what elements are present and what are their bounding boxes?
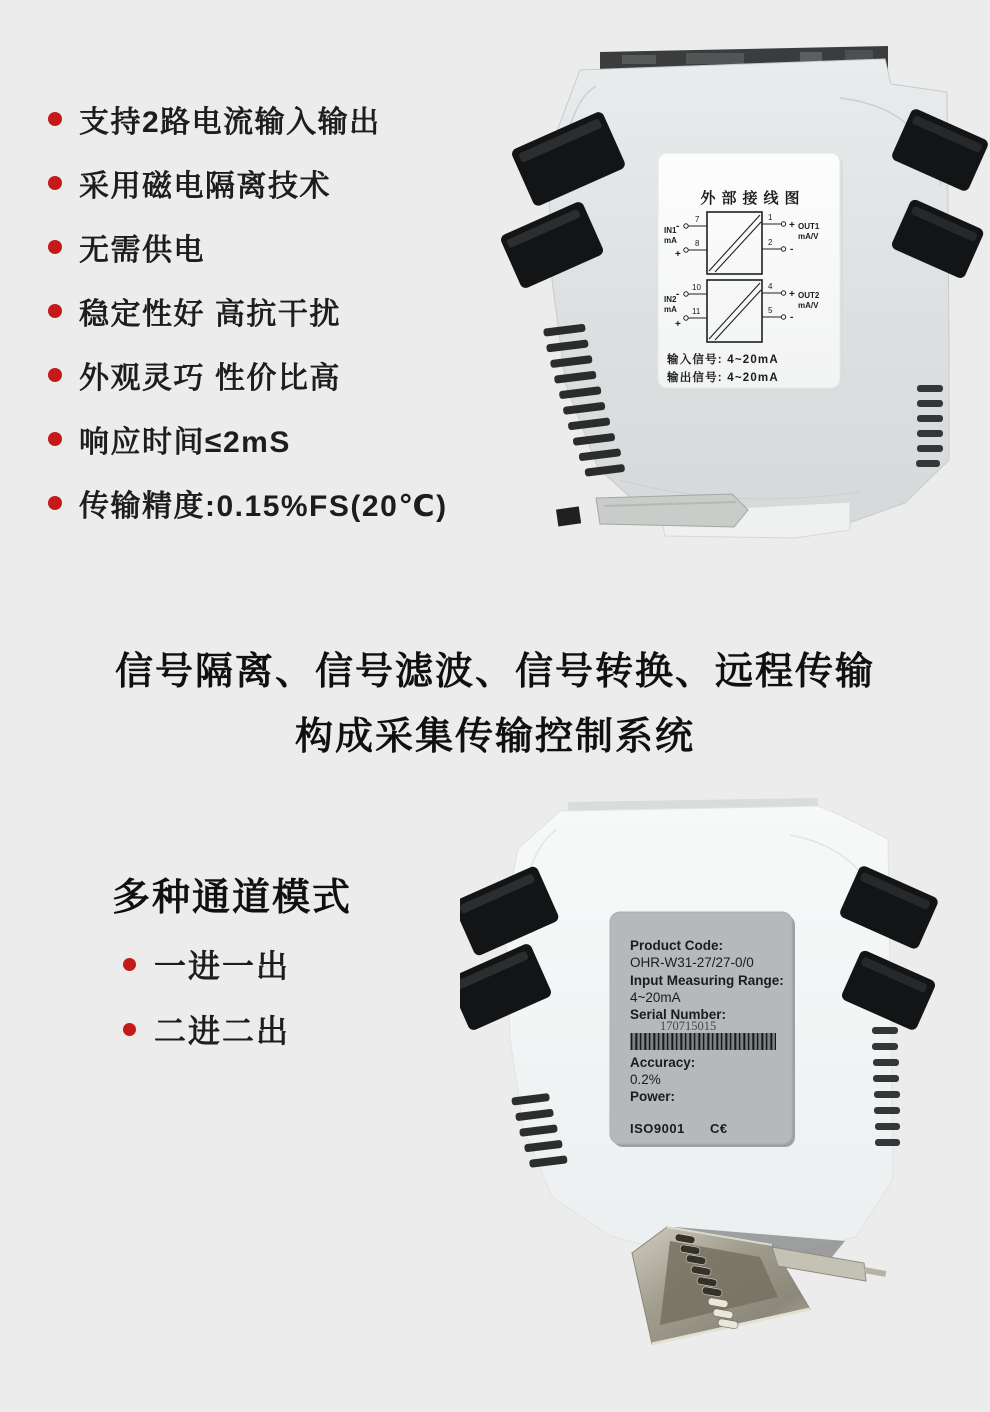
vent-slot bbox=[873, 1075, 899, 1082]
vent-slot bbox=[872, 1027, 898, 1034]
channel-mode-text: 二进二出 bbox=[154, 1013, 291, 1049]
bullet-dot bbox=[48, 368, 62, 382]
terminal-circle bbox=[684, 292, 688, 296]
feature-text: 传输精度:0.15%FS(20℃) bbox=[79, 490, 448, 523]
feature-item bbox=[48, 488, 448, 523]
feature-text: 稳定性好 高抗干扰 bbox=[79, 298, 341, 331]
bullet-dot bbox=[48, 304, 62, 318]
bullet-dot bbox=[48, 432, 62, 446]
in1-unit: mA bbox=[664, 236, 677, 245]
vent-slot bbox=[916, 460, 940, 467]
isolator-photo-bottom bbox=[460, 795, 990, 1412]
isolator-top-illustration bbox=[500, 40, 990, 560]
vent-slot bbox=[875, 1123, 900, 1130]
polarity-plus: + bbox=[675, 249, 681, 260]
terminal-4: 4 bbox=[768, 282, 773, 291]
din-rail bbox=[632, 1227, 886, 1344]
section-title-channel-modes: 多种通道模式 bbox=[112, 877, 353, 919]
terminal-2: 2 bbox=[768, 238, 773, 247]
terminal-11: 11 bbox=[692, 307, 701, 316]
vent-slot bbox=[917, 385, 943, 392]
clip-foot bbox=[556, 506, 581, 526]
polarity-minus: - bbox=[676, 221, 680, 232]
power-label: Power: bbox=[630, 1089, 676, 1104]
channel-mode-list bbox=[123, 948, 290, 1078]
product-code-label: Product Code: bbox=[630, 938, 723, 953]
accuracy-label: Accuracy: bbox=[630, 1055, 696, 1070]
iso-certification: ISO9001 bbox=[630, 1121, 685, 1136]
terminal-circle bbox=[684, 316, 688, 320]
isolator-bottom-illustration bbox=[460, 795, 990, 1412]
serial-value: 170715015 bbox=[660, 1019, 717, 1033]
out1-unit: mA/V bbox=[798, 232, 819, 241]
input-signal-text: 输入信号: 4~20mA bbox=[667, 354, 779, 366]
polarity-plus: + bbox=[789, 289, 795, 300]
vent-slot bbox=[875, 1139, 900, 1146]
feature-text: 支持2路电流输入输出 bbox=[79, 106, 381, 139]
bullet-dot bbox=[48, 240, 62, 254]
bullet-dot bbox=[48, 496, 62, 510]
terminal-circle bbox=[781, 315, 785, 319]
vent-slot bbox=[917, 445, 943, 452]
vent-slot bbox=[917, 415, 943, 422]
polarity-plus: + bbox=[789, 220, 795, 231]
vent-slot bbox=[874, 1091, 900, 1098]
vent-slot bbox=[917, 430, 943, 437]
in1-label: IN1 bbox=[664, 226, 677, 235]
output-signal-text: 输出信号: 4~20mA bbox=[667, 372, 779, 384]
vent-slot bbox=[874, 1107, 900, 1114]
terminal-1: 1 bbox=[768, 213, 773, 222]
feature-item bbox=[48, 424, 448, 459]
product-code-value: OHR-W31-27/27-0/0 bbox=[630, 955, 754, 970]
ce-mark: C€ bbox=[710, 1121, 728, 1136]
feature-item bbox=[48, 296, 448, 331]
out1-label: OUT1 bbox=[798, 222, 820, 231]
serial-label: Serial Number: bbox=[630, 1007, 727, 1022]
polarity-minus: - bbox=[790, 312, 794, 323]
isolator-photo-top bbox=[500, 40, 990, 560]
product-label bbox=[610, 912, 795, 1147]
vent-slot bbox=[873, 1059, 899, 1066]
terminal-circle bbox=[684, 224, 688, 228]
feature-item bbox=[48, 104, 448, 139]
headline bbox=[0, 640, 990, 770]
terminal-5: 5 bbox=[768, 306, 773, 315]
feature-item bbox=[48, 168, 448, 203]
wiring-title: 外部接线图 bbox=[700, 190, 806, 207]
terminal-8: 8 bbox=[695, 239, 700, 248]
in2-label: IN2 bbox=[664, 295, 677, 304]
feature-text: 采用磁电隔离技术 bbox=[79, 170, 331, 203]
din-clip-metal bbox=[596, 494, 748, 527]
terminal-7: 7 bbox=[695, 215, 700, 224]
feature-text: 无需供电 bbox=[79, 234, 205, 267]
headline-line2: 构成采集传输控制系统 bbox=[294, 716, 695, 758]
range-value: 4~20mA bbox=[630, 990, 681, 1005]
bullet-dot bbox=[48, 112, 62, 126]
wiring-label bbox=[658, 153, 843, 391]
vent-slot bbox=[872, 1043, 898, 1050]
bullet-dot bbox=[48, 176, 62, 190]
accuracy-value: 0.2% bbox=[630, 1072, 661, 1087]
out2-unit: mA/V bbox=[798, 301, 819, 310]
channel-mode-item bbox=[123, 1013, 291, 1049]
feature-list bbox=[48, 104, 448, 552]
channel-mode-item bbox=[123, 948, 291, 984]
feature-item bbox=[48, 232, 448, 267]
vent-slot bbox=[917, 400, 943, 407]
polarity-minus: - bbox=[790, 244, 794, 255]
feature-text: 外观灵巧 性价比高 bbox=[79, 362, 341, 395]
latch-pin bbox=[864, 1267, 887, 1277]
terminal-10: 10 bbox=[692, 283, 701, 292]
bullet-dot bbox=[123, 1023, 136, 1036]
in2-unit: mA bbox=[664, 305, 677, 314]
range-label: Input Measuring Range: bbox=[630, 973, 784, 988]
terminal-circle bbox=[781, 247, 785, 251]
feature-text: 响应时间≤2mS bbox=[79, 426, 291, 459]
terminal-circle bbox=[781, 222, 785, 226]
feature-item bbox=[48, 360, 448, 395]
barcode bbox=[630, 1033, 776, 1050]
out2-label: OUT2 bbox=[798, 291, 820, 300]
headline-line1: 信号隔离、信号滤波、信号转换、远程传输 bbox=[114, 651, 875, 693]
bullet-dot bbox=[123, 958, 136, 971]
polarity-plus: + bbox=[675, 319, 681, 330]
polarity-minus: - bbox=[676, 289, 680, 300]
channel-mode-text: 一进一出 bbox=[154, 948, 291, 984]
terminal-circle bbox=[684, 248, 688, 252]
terminal-circle bbox=[781, 291, 785, 295]
